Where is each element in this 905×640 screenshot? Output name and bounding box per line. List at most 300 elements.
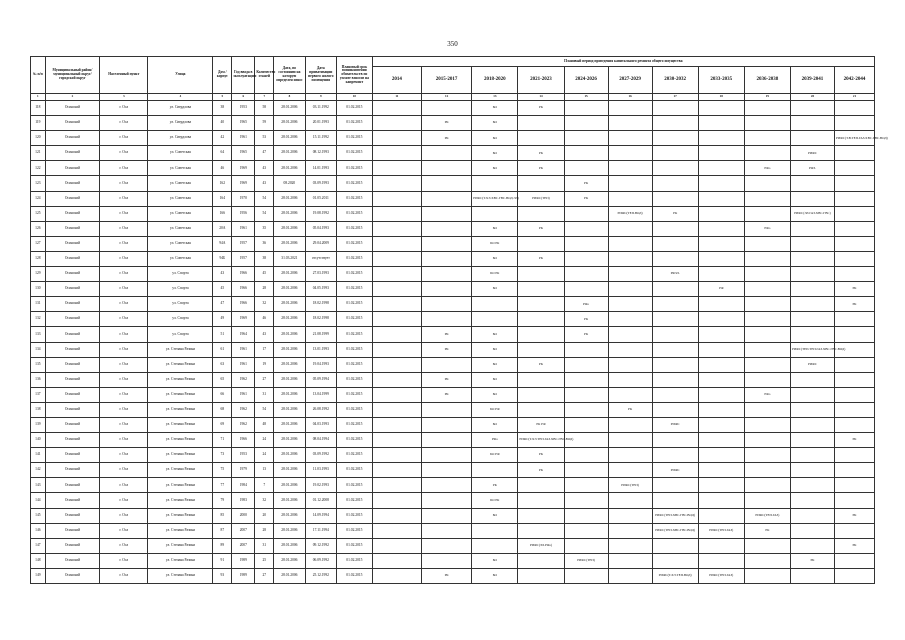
row-period-mark — [834, 357, 874, 372]
table-row — [31, 523, 875, 538]
table-row — [31, 191, 875, 206]
row-period-mark — [698, 433, 744, 448]
row-index: 125 — [31, 206, 46, 221]
row-district: Осинский — [45, 448, 100, 463]
row-floors: 31 — [255, 387, 274, 402]
row-period-mark: БО — [472, 342, 518, 357]
header-build-year: Год ввода в эксплуатацию — [232, 57, 255, 94]
row-period-mark — [834, 372, 874, 387]
row-place: г. Оса — [100, 463, 148, 478]
row-index: 148 — [31, 553, 46, 568]
row-period-mark — [744, 417, 790, 432]
row-street: ул. Советская — [148, 161, 213, 176]
row-period-mark — [421, 191, 471, 206]
row-period-mark — [744, 433, 790, 448]
row-place: г. Оса — [100, 267, 148, 282]
row-build-year: 1965 — [232, 116, 255, 131]
row-period-mark — [834, 146, 874, 161]
row-period-mark — [372, 131, 421, 146]
row-build-year: 1961 — [232, 387, 255, 402]
row-street: ул. Спорта — [148, 297, 213, 312]
header-district: Муниципальный район/муниципальный округ/городской округ — [45, 57, 100, 94]
row-period-mark: БО — [472, 372, 518, 387]
row-period-mark — [790, 463, 834, 478]
row-period-mark — [790, 538, 834, 553]
row-privatization-date: 13.04.1999 — [305, 387, 336, 402]
row-period-mark: БО — [472, 553, 518, 568]
row-district: Осинский — [45, 342, 100, 357]
row-period-mark — [608, 282, 652, 297]
row-wear-date: 28.01.2006 — [274, 191, 305, 206]
row-period-mark — [472, 206, 518, 221]
table-row — [31, 146, 875, 161]
row-period-mark: РК — [518, 463, 564, 478]
row-period-mark: РК РФ — [518, 417, 564, 432]
row-wear-date: 28.01.2006 — [274, 161, 305, 176]
header-year: 2033-2035 — [698, 67, 744, 94]
table-row — [31, 312, 875, 327]
header-year: 2030-2032 — [652, 67, 698, 94]
row-period-mark — [472, 523, 518, 538]
row-period-mark — [652, 282, 698, 297]
row-index: 119 — [31, 116, 46, 131]
row-wear-date: 28.01.2006 — [274, 342, 305, 357]
row-district: Осинский — [45, 131, 100, 146]
row-period-mark: РИФС(Т.ХЭ.ХВС.ГВС.ВОД.ЭЛ) — [472, 191, 518, 206]
header-year: 2021-2023 — [518, 67, 564, 94]
row-period-mark — [564, 101, 608, 116]
row-period-mark: РФо — [744, 387, 790, 402]
row-wear-date: 28.01.2006 — [274, 146, 305, 161]
row-period-mark — [698, 312, 744, 327]
row-house: 85 — [213, 508, 232, 523]
row-obligation-date: 01.02.2015 — [337, 493, 373, 508]
row-index: 139 — [31, 417, 46, 432]
table-row — [31, 282, 875, 297]
row-period-mark: БО РК — [472, 236, 518, 251]
row-street: ул. Спорта — [148, 312, 213, 327]
row-period-mark: РК — [421, 116, 471, 131]
row-period-mark — [698, 206, 744, 221]
row-street: ул. Спорта — [148, 267, 213, 282]
row-period-mark: БО — [472, 387, 518, 402]
table-row — [31, 206, 875, 221]
row-wear-date: 28.01.2006 — [274, 101, 305, 116]
row-build-year: 1983 — [232, 493, 255, 508]
row-index: 134 — [31, 342, 46, 357]
row-build-year: 2000 — [232, 508, 255, 523]
row-period-mark — [421, 101, 471, 116]
row-period-mark — [790, 327, 834, 342]
row-period-mark — [372, 402, 421, 417]
row-privatization-date: 18.02.1998 — [305, 297, 336, 312]
row-district: Осинский — [45, 493, 100, 508]
table-row — [31, 538, 875, 553]
row-obligation-date: 01.02.2015 — [337, 297, 373, 312]
header-floors: Количество этажей — [255, 57, 274, 94]
row-street: ул. Степана Разина — [148, 433, 213, 448]
row-period-mark: РК — [518, 221, 564, 236]
row-period-mark: БО РК — [472, 493, 518, 508]
row-period-mark — [472, 463, 518, 478]
row-build-year: 1966 — [232, 282, 255, 297]
row-floors: 20 — [255, 508, 274, 523]
row-period-mark — [372, 493, 421, 508]
row-index: 146 — [31, 523, 46, 538]
column-number: 20 — [790, 94, 834, 101]
row-privatization-date: 04.03.1993 — [305, 417, 336, 432]
row-period-mark — [564, 146, 608, 161]
row-place: г. Оса — [100, 101, 148, 116]
row-floors: 48 — [255, 417, 274, 432]
row-place: г. Оса — [100, 342, 148, 357]
header-index: № п/п — [31, 57, 46, 94]
row-period-mark — [790, 433, 834, 448]
row-period-mark — [564, 448, 608, 463]
row-district: Осинский — [45, 387, 100, 402]
row-street: ул. Советская — [148, 221, 213, 236]
row-period-mark — [652, 372, 698, 387]
row-period-mark: РК — [834, 433, 874, 448]
row-period-mark — [790, 221, 834, 236]
row-period-mark — [608, 433, 652, 448]
row-period-mark — [372, 463, 421, 478]
row-district: Осинский — [45, 433, 100, 448]
row-build-year: 1961 — [232, 221, 255, 236]
row-period-mark — [652, 357, 698, 372]
column-number: 3 — [100, 94, 148, 101]
row-period-mark — [608, 417, 652, 432]
table-row — [31, 221, 875, 236]
row-wear-date: 28.01.2006 — [274, 116, 305, 131]
row-period-mark — [608, 312, 652, 327]
row-period-mark — [518, 568, 564, 583]
row-floors: 54 — [255, 191, 274, 206]
row-period-mark — [698, 176, 744, 191]
row-period-mark — [421, 448, 471, 463]
row-street: ул. Степана Разина — [148, 508, 213, 523]
row-period-mark — [834, 553, 874, 568]
row-period-mark — [834, 312, 874, 327]
row-floors: 43 — [255, 327, 274, 342]
header-year: 2015-2017 — [421, 67, 471, 94]
row-obligation-date: 01.02.2015 — [337, 553, 373, 568]
row-period-mark — [652, 493, 698, 508]
row-period-mark — [834, 251, 874, 266]
row-floors: 38 — [255, 251, 274, 266]
row-obligation-date: 01.02.2015 — [337, 236, 373, 251]
row-obligation-date: 01.02.2015 — [337, 508, 373, 523]
row-period-mark: РК — [834, 297, 874, 312]
row-obligation-date: 01.02.2015 — [337, 448, 373, 463]
row-period-mark — [834, 267, 874, 282]
row-period-mark — [372, 508, 421, 523]
row-period-mark — [372, 282, 421, 297]
row-period-mark — [421, 508, 471, 523]
row-period-mark: РИФС(Т.ХЭ.ТЕП.ГАЗ.ХВС.ГВС.ВОД) — [518, 433, 564, 448]
row-period-mark — [372, 176, 421, 191]
row-period-mark — [564, 116, 608, 131]
row-obligation-date: 01.02.2015 — [337, 176, 373, 191]
row-period-mark — [421, 312, 471, 327]
row-period-mark — [790, 448, 834, 463]
column-number: 12 — [421, 94, 471, 101]
row-period-mark — [472, 538, 518, 553]
row-period-mark — [564, 161, 608, 176]
row-period-mark — [744, 538, 790, 553]
row-wear-date: 28.01.2006 — [274, 538, 305, 553]
row-period-mark — [744, 312, 790, 327]
table-row — [31, 463, 875, 478]
row-period-mark — [518, 553, 564, 568]
row-period-mark — [564, 357, 608, 372]
row-period-mark — [608, 176, 652, 191]
row-period-mark — [564, 251, 608, 266]
row-period-mark — [608, 267, 652, 282]
row-period-mark: РК — [652, 206, 698, 221]
row-period-mark — [698, 508, 744, 523]
row-period-mark — [698, 463, 744, 478]
row-period-mark: БО — [472, 568, 518, 583]
row-period-mark — [564, 131, 608, 146]
table-row — [31, 101, 875, 116]
row-obligation-date: 01.02.2015 — [337, 191, 373, 206]
row-period-mark — [652, 101, 698, 116]
table-row — [31, 342, 875, 357]
row-build-year: 1961 — [232, 357, 255, 372]
row-period-mark — [372, 327, 421, 342]
table-row — [31, 493, 875, 508]
row-period-mark: РФЗЛ. — [652, 267, 698, 282]
row-privatization-date: 19.04.1993 — [305, 357, 336, 372]
row-district: Осинский — [45, 267, 100, 282]
row-build-year: 1984 — [232, 478, 255, 493]
row-period-mark — [421, 538, 471, 553]
row-period-mark — [518, 236, 564, 251]
table-row — [31, 478, 875, 493]
row-house: 87 — [213, 523, 232, 538]
row-period-mark — [608, 463, 652, 478]
row-period-mark: РК — [834, 282, 874, 297]
row-place: г. Оса — [100, 433, 148, 448]
row-period-mark — [834, 176, 874, 191]
row-house: 91 — [213, 553, 232, 568]
row-period-mark — [790, 267, 834, 282]
row-period-mark — [698, 267, 744, 282]
row-period-mark — [421, 221, 471, 236]
row-period-mark — [608, 101, 652, 116]
row-index: 144 — [31, 493, 46, 508]
row-floors: 7 — [255, 478, 274, 493]
row-period-mark — [421, 267, 471, 282]
row-period-mark: БО — [472, 221, 518, 236]
row-build-year: 1962 — [232, 417, 255, 432]
row-period-mark — [652, 402, 698, 417]
row-build-year: 2007 — [232, 523, 255, 538]
row-period-mark — [564, 282, 608, 297]
row-wear-date: 28.01.2006 — [274, 478, 305, 493]
row-period-mark — [372, 251, 421, 266]
row-street: ул. Спорта — [148, 327, 213, 342]
header-place: Населенный пункт — [100, 57, 148, 94]
row-period-mark — [790, 236, 834, 251]
row-period-mark — [518, 342, 564, 357]
row-period-mark — [790, 508, 834, 523]
row-period-mark — [790, 402, 834, 417]
row-period-mark — [518, 523, 564, 538]
column-number: 9 — [305, 94, 336, 101]
row-place: г. Оса — [100, 417, 148, 432]
row-wear-date: 28.01.2006 — [274, 221, 305, 236]
header-year: 2024-2026 — [564, 67, 608, 94]
row-period-mark — [744, 236, 790, 251]
row-period-mark: РК — [518, 251, 564, 266]
row-privatization-date: 03.09.1993 — [305, 176, 336, 191]
row-obligation-date: 01.02.2015 — [337, 282, 373, 297]
row-period-mark — [834, 448, 874, 463]
row-place: г. Оса — [100, 523, 148, 538]
row-period-mark — [698, 251, 744, 266]
table-row — [31, 161, 875, 176]
row-period-mark: РИФС(ТЕП.ТЕП.ГАЗ.ХВС.ГВС.ВОД) — [790, 342, 834, 357]
row-floors: 31 — [255, 538, 274, 553]
table-row — [31, 176, 875, 191]
row-house: 94А — [213, 236, 232, 251]
row-house: 64 — [213, 146, 232, 161]
row-period-mark: РФо — [744, 221, 790, 236]
row-period-mark — [652, 251, 698, 266]
row-index: 124 — [31, 191, 46, 206]
header-year: 2036-2038 — [744, 67, 790, 94]
row-period-mark — [472, 297, 518, 312]
row-street: ул. Степана Разина — [148, 342, 213, 357]
row-period-mark — [421, 176, 471, 191]
row-place: г. Оса — [100, 146, 148, 161]
row-wear-date: 28.01.2006 — [274, 267, 305, 282]
row-period-mark — [421, 433, 471, 448]
row-period-mark — [744, 176, 790, 191]
row-house: 42 — [213, 131, 232, 146]
table-row — [31, 116, 875, 131]
row-period-mark — [608, 297, 652, 312]
row-build-year: 2007 — [232, 538, 255, 553]
row-floors: 27 — [255, 372, 274, 387]
row-period-mark — [652, 297, 698, 312]
row-period-mark — [790, 297, 834, 312]
row-period-mark — [652, 116, 698, 131]
row-period-mark — [372, 538, 421, 553]
row-period-mark — [372, 161, 421, 176]
row-privatization-date: 21.08.1999 — [305, 327, 336, 342]
row-district: Осинский — [45, 523, 100, 538]
row-index: 138 — [31, 402, 46, 417]
row-obligation-date: 01.02.2015 — [337, 342, 373, 357]
row-period-mark — [652, 327, 698, 342]
row-period-mark: РИФС(ТЕП) — [564, 553, 608, 568]
row-period-mark — [608, 146, 652, 161]
header-wear-date: Дата, по состоянию на которую определен износ — [274, 57, 305, 94]
row-period-mark — [698, 327, 744, 342]
row-period-mark — [518, 267, 564, 282]
row-period-mark — [652, 236, 698, 251]
row-period-mark — [698, 417, 744, 432]
row-district: Осинский — [45, 538, 100, 553]
row-house: 66 — [213, 387, 232, 402]
row-period-mark — [698, 357, 744, 372]
row-period-mark: РК — [421, 327, 471, 342]
row-street: ул. Свердлова — [148, 116, 213, 131]
row-period-mark — [564, 493, 608, 508]
row-floors: 24 — [255, 448, 274, 463]
row-place: г. Оса — [100, 402, 148, 417]
row-period-mark — [421, 236, 471, 251]
row-floors: 54 — [255, 402, 274, 417]
row-wear-date: 28.01.2006 — [274, 312, 305, 327]
row-index: 132 — [31, 312, 46, 327]
row-period-mark — [744, 342, 790, 357]
row-period-mark: РК — [564, 327, 608, 342]
row-period-mark — [372, 387, 421, 402]
row-house: 20А — [213, 221, 232, 236]
row-period-mark — [608, 116, 652, 131]
row-house: 46 — [213, 161, 232, 176]
row-period-mark — [790, 101, 834, 116]
row-privatization-date: 08.12.1993 — [305, 146, 336, 161]
row-period-mark — [608, 523, 652, 538]
table-row — [31, 236, 875, 251]
row-period-mark — [608, 221, 652, 236]
table-row — [31, 448, 875, 463]
table-row — [31, 508, 875, 523]
row-street: ул. Степана Разина — [148, 448, 213, 463]
row-place: г. Оса — [100, 493, 148, 508]
row-street: ул. Степана Разина — [148, 493, 213, 508]
row-period-mark — [652, 312, 698, 327]
row-street: ул. Степана Разина — [148, 417, 213, 432]
row-place: г. Оса — [100, 478, 148, 493]
row-house: 65 — [213, 372, 232, 387]
row-period-mark — [834, 568, 874, 583]
row-floors: 13 — [255, 463, 274, 478]
row-period-mark — [698, 146, 744, 161]
row-period-mark — [564, 206, 608, 221]
row-floors: 43 — [255, 161, 274, 176]
row-period-mark — [744, 553, 790, 568]
row-privatization-date: 18.02.1998 — [305, 312, 336, 327]
row-period-mark — [698, 161, 744, 176]
header-period-group: Плановый период проведения капитального ремонта общего имущества — [372, 57, 874, 67]
row-period-mark: БО РК — [472, 267, 518, 282]
row-period-mark: РФо — [472, 433, 518, 448]
row-period-mark — [698, 236, 744, 251]
row-period-mark: РК — [421, 568, 471, 583]
row-build-year: 1957 — [232, 251, 255, 266]
table-row — [31, 553, 875, 568]
column-number: 10 — [337, 94, 373, 101]
row-house: 40 — [213, 116, 232, 131]
row-floors: 28 — [255, 282, 274, 297]
row-obligation-date: 01.02.2015 — [337, 433, 373, 448]
row-index: 131 — [31, 297, 46, 312]
row-period-mark — [564, 387, 608, 402]
row-index: 133 — [31, 327, 46, 342]
row-build-year: 1969 — [232, 161, 255, 176]
row-build-year: 1966 — [232, 267, 255, 282]
row-place: г. Оса — [100, 357, 148, 372]
row-obligation-date: 01.02.2015 — [337, 251, 373, 266]
row-floors: 53 — [255, 131, 274, 146]
row-build-year: 1953 — [232, 448, 255, 463]
